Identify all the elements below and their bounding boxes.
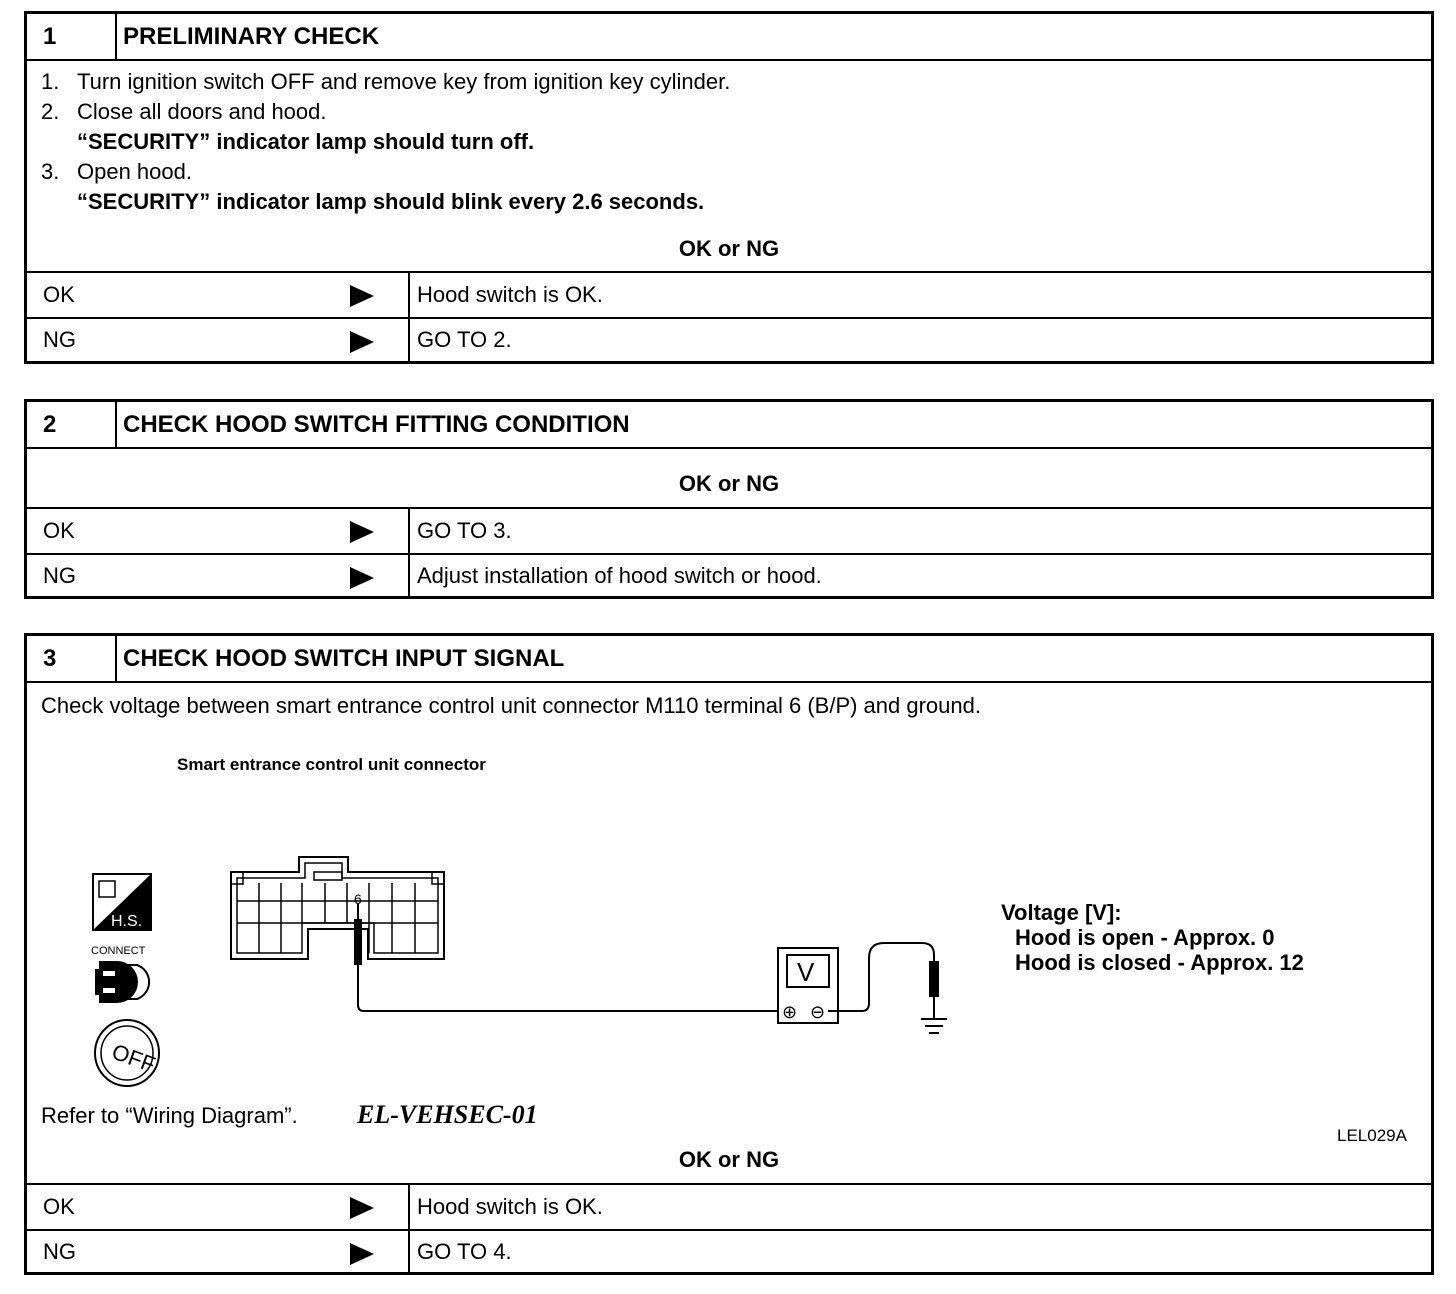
step-title: PRELIMINARY CHECK — [123, 22, 380, 50]
instruction-line: Close all doors and hood. — [77, 99, 327, 124]
arrow-icon — [350, 1243, 374, 1265]
wiring-check-diagram — [27, 743, 1431, 1163]
step-header — [27, 402, 1431, 449]
step-header — [27, 14, 1431, 61]
step-header — [27, 636, 1431, 683]
result-row-ng — [27, 317, 1431, 361]
step-number: 3 — [27, 636, 117, 681]
item-number: 1. — [41, 69, 60, 94]
result-row-ok — [27, 273, 1431, 317]
result-row-ok — [27, 1185, 1431, 1229]
step-number: 1 — [27, 14, 117, 59]
step-body — [27, 61, 1431, 273]
result-text: Adjust installation of hood switch or hood. — [417, 563, 822, 588]
step-2 — [24, 399, 1434, 599]
result-label: NG — [43, 1239, 76, 1264]
harness-side-icon — [93, 874, 151, 930]
plus-terminal-icon: ⊕ — [782, 1002, 798, 1023]
voltage-closed: Hood is closed - Approx. 12 — [1015, 950, 1304, 975]
step-3 — [24, 633, 1434, 1275]
instruction-line: Open hood. — [77, 159, 192, 184]
item-number: 3. — [41, 159, 60, 184]
wiring-diagram-link[interactable]: EL-VEHSEC-01 — [357, 1100, 538, 1129]
step-1 — [24, 11, 1434, 364]
expected-result: “SECURITY” indicator lamp should turn off. — [77, 129, 535, 154]
instruction-line: Turn ignition switch OFF and remove key from ignition key cylinder. — [77, 69, 731, 94]
arrow-icon — [350, 331, 374, 353]
ok-or-ng-label: OK or NG — [678, 236, 780, 261]
result-label: OK — [43, 1194, 75, 1219]
result-text: Hood switch is OK. — [417, 282, 603, 307]
minus-terminal-icon: ⊖ — [810, 1002, 826, 1023]
off-text: OFF — [108, 1038, 159, 1078]
voltmeter — [778, 943, 947, 1033]
item-number: 2. — [41, 99, 60, 124]
expected-result: “SECURITY” indicator lamp should blink every 2.6 seconds. — [77, 189, 705, 214]
connect-icon — [91, 945, 149, 1003]
connector-m110 — [231, 857, 444, 959]
step-title: CHECK HOOD SWITCH FITTING CONDITION — [123, 410, 630, 438]
result-label: NG — [43, 327, 76, 352]
ok-or-ng-label: OK or NG — [678, 471, 780, 496]
figure-code: LEL029A — [1337, 1126, 1407, 1145]
voltage-open: Hood is open - Approx. 0 — [1015, 925, 1275, 950]
result-text: GO TO 3. — [417, 518, 512, 543]
step-body — [27, 683, 1431, 1185]
step-body — [27, 449, 1431, 509]
connect-text: CONNECT — [91, 945, 146, 957]
result-text: GO TO 4. — [417, 1239, 512, 1264]
result-label: OK — [43, 282, 75, 307]
step-number: 2 — [27, 402, 117, 447]
arrow-icon — [350, 567, 374, 589]
meter-symbol: V — [797, 957, 815, 987]
terminal-number: 6 — [354, 891, 362, 907]
arrow-icon — [350, 285, 374, 307]
result-label: NG — [43, 563, 76, 588]
arrow-icon — [350, 1197, 374, 1219]
refer-text: Refer to “Wiring Diagram”. — [41, 1103, 298, 1128]
result-row-ng — [27, 1229, 1431, 1273]
result-label: OK — [43, 518, 75, 543]
instruction-line: Check voltage between smart entrance control unit connector M110 terminal 6 (B/P) and ground. — [41, 693, 981, 718]
result-text: GO TO 2. — [417, 327, 512, 352]
arrow-icon — [350, 521, 374, 543]
voltage-title: Voltage [V]: — [1001, 900, 1122, 925]
result-row-ok — [27, 509, 1431, 553]
result-text: Hood switch is OK. — [417, 1194, 603, 1219]
ignition-off-icon — [95, 1020, 159, 1086]
step-title: CHECK HOOD SWITCH INPUT SIGNAL — [123, 644, 565, 672]
ok-or-ng-label: OK or NG — [678, 1147, 780, 1172]
connector-label: Smart entrance control unit connector — [177, 755, 486, 774]
hs-icon-text: H.S. — [111, 913, 143, 930]
result-row-ng — [27, 553, 1431, 597]
